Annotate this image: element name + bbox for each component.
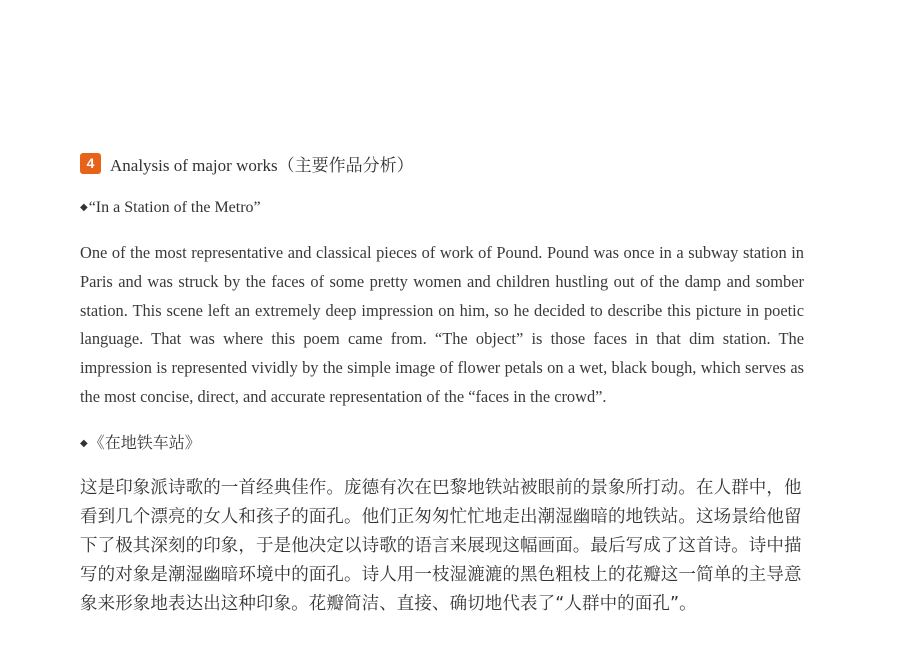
section-title: Analysis of major works（主要作品分析）: [110, 155, 414, 175]
diamond-bullet-icon: ◆: [80, 437, 88, 449]
diamond-bullet-icon: ◆: [80, 202, 88, 213]
poem-title-en-text: “In a Station of the Metro”: [88, 199, 261, 216]
section-heading: [80, 150, 804, 176]
poem-title-zh: [80, 430, 804, 456]
section-number-badge: 4: [80, 153, 101, 174]
article: [80, 150, 804, 619]
analysis-paragraph-en: One of the most representative and classical pieces of work of Pound. Pound was once in a subway station in Paris and was struck by the faces of some pretty women and children hustling out of the damp and somber station. This scene left an extremely deep impression on him, so he decided to describe this picture in poetic language. That was where this poem came from. “The object” is those faces in that dim station. The impression is represented vividly by the simple image of flower petals on a wet, black bough, which serves as the most concise, direct, and accurate representation of the “faces in the crowd”.: [80, 243, 804, 406]
analysis-paragraph-zh: 这是印象派诗歌的一首经典佳作。庞德有次在巴黎地铁站被眼前的景象所打动。在人群中，他看到几个漂亮的女人和孩子的面孔。他们正匆匆忙忙地走出潮湿幽暗的地铁站。这场景给他留下了极其深刻的印象，于是他决定以诗歌的语言来展现这幅画面。最后写成了这首诗。诗中描写的对象是潮湿幽暗环境中的面孔。诗人用一枝湿漉漉的黑色粗枝上的花瓣这一简单的主导意象来形象地表达出这种印象。花瓣简洁、直接、确切地代表了“人群中的面孔”。: [80, 477, 802, 614]
poem-title-zh-text: 《在地铁车站》: [88, 432, 201, 452]
poem-title-en: [80, 196, 804, 220]
